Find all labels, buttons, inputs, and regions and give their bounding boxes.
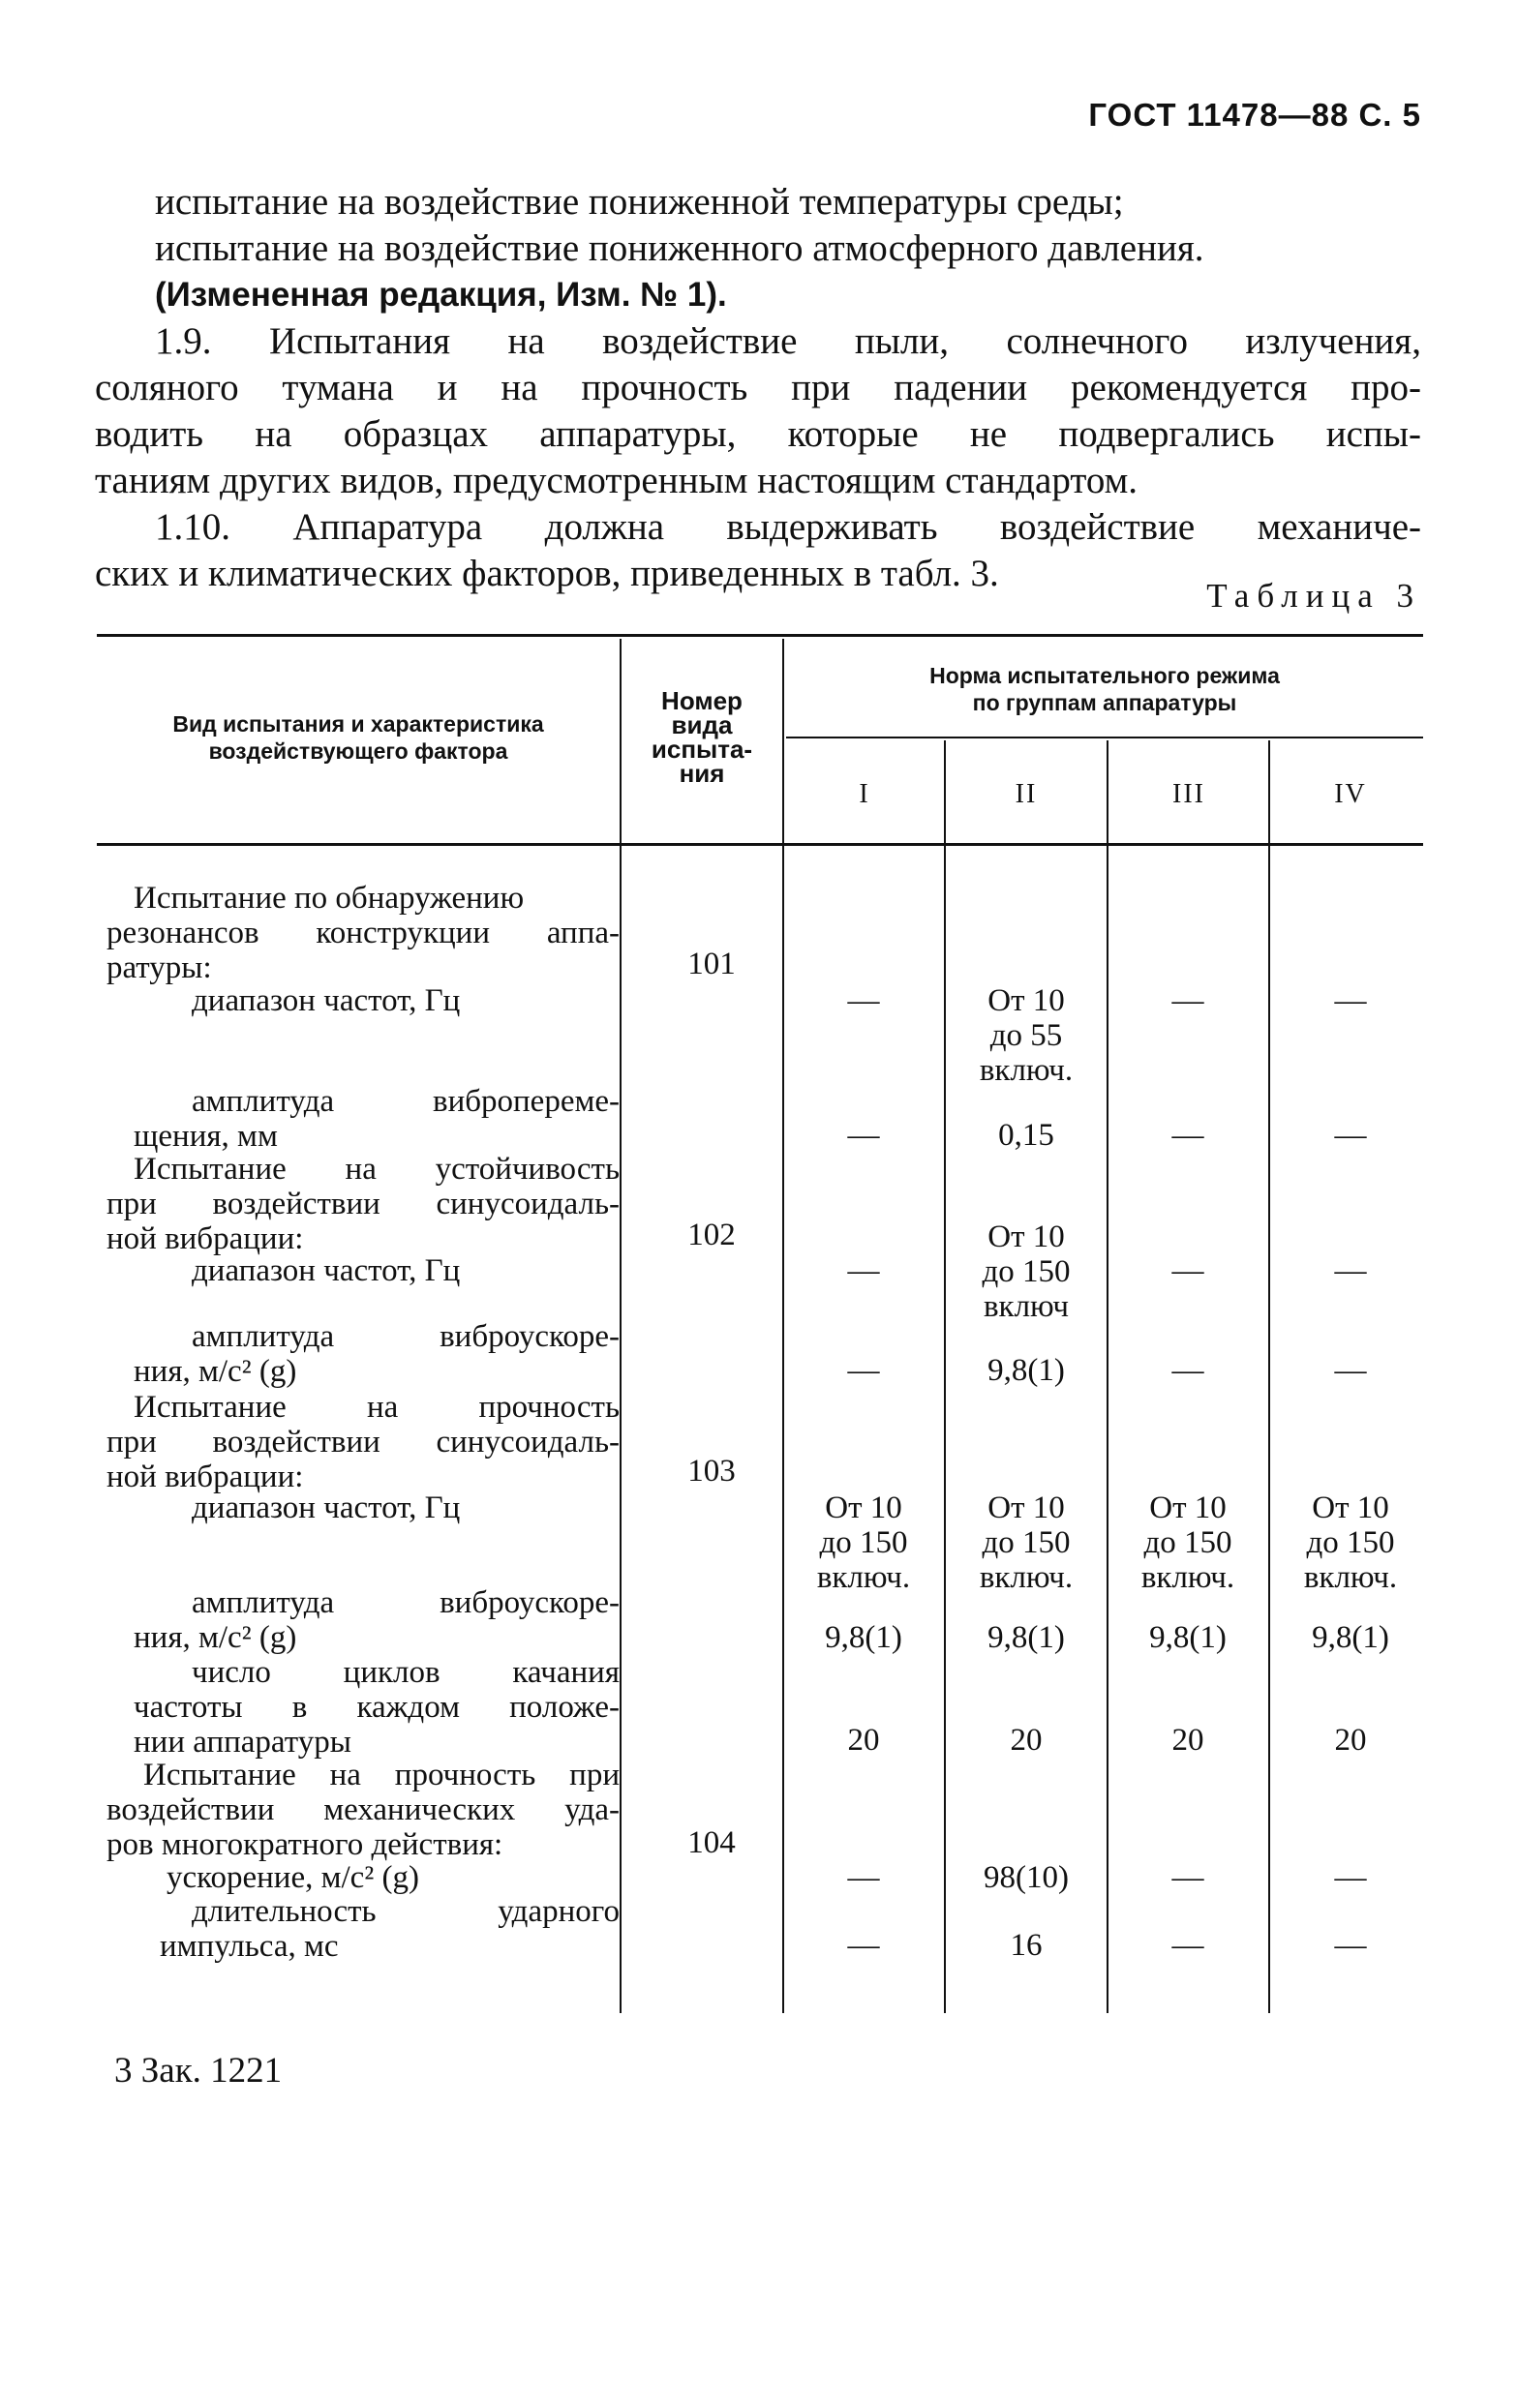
text-line: водить на образцах аппаратуры, которые не подвергались испы- (95, 413, 1421, 455)
test-code-103: 103 (687, 1454, 736, 1489)
cell-dash: — (1171, 983, 1204, 1018)
cell-dash: — (1334, 1118, 1367, 1153)
desc-freq: диапазон частот, Гц (192, 1490, 461, 1525)
desc-duration: длительность ударного импульса, мс (160, 1894, 620, 1964)
cell-dash: — (1171, 1860, 1204, 1895)
group-label-IV: IV (1334, 779, 1367, 809)
header-norm: Норма испытательного режима по группам аппаратуры (929, 663, 1280, 715)
table-caption: Таблица 3 (1206, 577, 1421, 615)
test-code-104: 104 (687, 1825, 736, 1860)
desc-acceleration: ускорение, м/с² (g) (167, 1860, 419, 1895)
cell-dash: — (1171, 1253, 1204, 1288)
cell-value: От 10 до 150 включ. (1303, 1490, 1398, 1595)
text-line: ских и климатических факторов, приведенных в табл. 3. (95, 553, 999, 594)
cell-dash: — (847, 1118, 880, 1153)
cell-dash: — (1171, 1353, 1204, 1388)
desc-amplitude: амплитуда вибропереме- щения, мм (134, 1084, 620, 1154)
change-note: (Измененная редакция, Изм. № 1). (155, 276, 727, 314)
table-top-rule (97, 634, 1423, 637)
column-divider (1107, 740, 1108, 2013)
cell-value: 20 (847, 1723, 880, 1758)
cell-dash: — (847, 1253, 880, 1288)
cell-dash: — (1334, 1860, 1367, 1895)
group-label-II: II (1015, 779, 1038, 809)
column-divider (944, 740, 946, 2013)
cell-dash: — (1171, 1118, 1204, 1153)
cell-dash: — (847, 1928, 880, 1963)
cell-value: От 10 до 55 включ. (979, 983, 1074, 1088)
cell-value: 98(10) (984, 1860, 1069, 1895)
desc-test-101: Испытание по обнаружению резонансов конструкции аппа- ратуры: (106, 881, 620, 985)
desc-test-103: Испытание на прочность при воздействии синусоидаль- ной вибрации: (106, 1390, 620, 1494)
group-label-I: I (859, 779, 870, 809)
desc-test-102: Испытание на устойчивость при воздействии синусоидаль- ной вибрации: (106, 1152, 620, 1256)
group-header-rule (786, 737, 1423, 738)
cell-dash: — (1334, 1253, 1367, 1288)
cell-value: 9,8(1) (987, 1620, 1065, 1655)
test-code-101: 101 (687, 947, 736, 981)
cell-value: От 10 до 150 включ (982, 1219, 1071, 1324)
group-label-III: III (1172, 779, 1205, 809)
text-line: таниям других видов, предусмотренным настоящим стандартом. (95, 460, 1138, 501)
cell-dash: — (847, 1353, 880, 1388)
text-line: соляного тумана и на прочность при падении рекомендуется про- (95, 367, 1421, 408)
text-line: испытание на воздействие пониженного атмосферного давления. (155, 227, 1204, 269)
test-code-102: 102 (687, 1218, 736, 1252)
cell-value: 20 (1171, 1723, 1204, 1758)
desc-freq: диапазон частот, Гц (192, 983, 461, 1018)
desc-cycles: число циклов качания частоты в каждом положе- нии аппаратуры (134, 1655, 620, 1760)
body-text (95, 179, 1421, 597)
cell-dash: — (1171, 1928, 1204, 1963)
footer-order-number: 3 Зак. 1221 (114, 2051, 283, 2091)
column-divider (782, 639, 784, 2013)
desc-freq: диапазон частот, Гц (192, 1253, 461, 1288)
cell-value: 9,8(1) (987, 1353, 1065, 1388)
cell-dash: — (1334, 1353, 1367, 1388)
column-divider (620, 639, 622, 2013)
desc-amplitude: амплитуда виброускоре- ния, м/с² (g) (134, 1319, 620, 1389)
running-head: ГОСТ 11478—88 С. 5 (1088, 97, 1421, 133)
text-line: 1.9. Испытания на воздействие пыли, солнечного излучения, (155, 320, 1421, 362)
cell-value: 16 (1010, 1928, 1043, 1963)
cell-dash: — (847, 983, 880, 1018)
desc-test-104: Испытание на прочность при воздействии механических уда- ров многократного действия: (106, 1758, 620, 1862)
cell-value: От 10 до 150 включ. (979, 1490, 1074, 1595)
cell-value: От 10 до 150 включ. (816, 1490, 911, 1595)
text-line: 1.10. Аппаратура должна выдерживать воздействие механиче- (155, 506, 1421, 548)
cell-dash: — (1334, 983, 1367, 1018)
column-divider (1268, 740, 1270, 2013)
cell-value: 9,8(1) (1312, 1620, 1389, 1655)
cell-dash: — (1334, 1928, 1367, 1963)
cell-value: 20 (1334, 1723, 1367, 1758)
cell-value: 0,15 (998, 1118, 1054, 1153)
header-bottom-rule (97, 843, 1423, 846)
header-test-number: Номер вида испыта- ния (651, 686, 753, 788)
cell-dash: — (847, 1860, 880, 1895)
cell-value: От 10 до 150 включ. (1140, 1490, 1235, 1595)
cell-value: 20 (1010, 1723, 1043, 1758)
cell-value: 9,8(1) (1149, 1620, 1227, 1655)
header-test-type: Вид испытания и характеристика воздействующего фактора (172, 711, 544, 764)
text-line: испытание на воздействие пониженной температуры среды; (155, 181, 1124, 223)
desc-amplitude: амплитуда виброускоре- ния, м/с² (g) (134, 1585, 620, 1655)
cell-value: 9,8(1) (825, 1620, 902, 1655)
